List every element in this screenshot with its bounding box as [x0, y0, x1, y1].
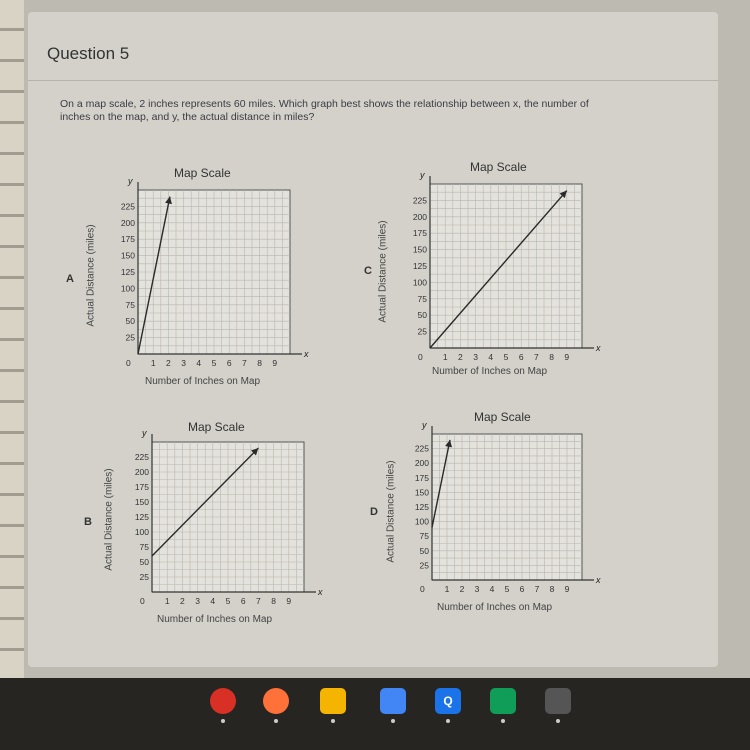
y-tick-label: 75: [417, 293, 427, 304]
chart-xlabel-d: Number of Inches on Map: [437, 602, 553, 613]
y-tick-label: 175: [120, 234, 135, 245]
y-tick-label: 200: [412, 211, 427, 222]
y-tick-label: 150: [412, 244, 427, 255]
x-tick-label: 3: [473, 352, 478, 362]
chart-xlabel-c: Number of Inches on Map: [432, 366, 548, 377]
y-tick-label: 225: [134, 452, 149, 462]
chart-ylabel-b: Actual Distance (miles): [103, 468, 115, 571]
x-tick-label: 5: [211, 358, 217, 368]
y-tick-label: 75: [139, 542, 149, 552]
x-tick-label: 2: [458, 352, 463, 362]
search-app-icon[interactable]: Q: [435, 688, 461, 714]
x-tick-label: 7: [534, 352, 539, 362]
x-tick-label: 6: [519, 584, 525, 594]
y-tick-label: 175: [412, 228, 427, 239]
taskbar-running-indicator: [331, 719, 335, 723]
taskbar-running-indicator: [501, 719, 505, 723]
origin-label-b: 0: [140, 596, 145, 606]
x-tick-label: 5: [503, 352, 509, 362]
chart-xlabel-b: Number of Inches on Map: [157, 614, 273, 625]
x-tick-label: 8: [257, 358, 262, 368]
y-tick-label: 225: [120, 201, 135, 212]
y-tick-label: 75: [419, 531, 429, 542]
chart-xlabel-a: Number of Inches on Map: [145, 376, 261, 387]
x-tick-label: 3: [195, 596, 200, 606]
y-tick-label: 25: [419, 560, 429, 571]
y-tick-label: 25: [417, 326, 427, 337]
x-tick-label: 4: [210, 596, 216, 606]
question-title: Question 5: [47, 44, 130, 63]
x-tick-label: 1: [442, 352, 448, 362]
x-tick-label: 8: [549, 584, 555, 594]
y-tick-label: 50: [125, 316, 135, 327]
y-tick-label: 50: [139, 557, 149, 567]
y-tick-label: 225: [412, 195, 427, 206]
x-tick-label: 4: [488, 352, 494, 362]
y-tick-label: 175: [134, 482, 149, 492]
x-tick-label: 2: [166, 358, 171, 368]
x-tick-label: 9: [564, 584, 570, 594]
x-tick-label: 2: [459, 584, 465, 594]
chart-title-d: Map Scale: [474, 410, 531, 424]
x-tick-label: 7: [242, 358, 247, 368]
chart-a[interactable]: [108, 178, 308, 376]
firefox-icon[interactable]: [263, 688, 289, 714]
chrome-icon[interactable]: [210, 688, 236, 714]
x-tick-label: 5: [504, 584, 510, 594]
x-tick-label: 9: [272, 358, 278, 368]
x-tick-label: 7: [534, 584, 540, 594]
chart-ylabel-d: Actual Distance (miles): [385, 460, 397, 563]
y-tick-label: 200: [120, 217, 135, 228]
y-tick-label: 150: [120, 250, 135, 261]
y-axis-var-b: y: [142, 428, 147, 438]
y-tick-label: 100: [412, 277, 427, 288]
window-blind-background: [0, 0, 24, 678]
origin-label-d: 0: [420, 584, 425, 594]
chart-title-c: Map Scale: [470, 160, 527, 174]
taskbar-running-indicator: [274, 719, 278, 723]
y-axis-var-c: y: [420, 170, 425, 180]
x-tick-label: 4: [489, 584, 495, 594]
docs-icon[interactable]: [380, 688, 406, 714]
x-tick-label: 5: [225, 596, 231, 606]
chart-title-a: Map Scale: [174, 166, 231, 180]
chart-d[interactable]: [402, 422, 602, 602]
option-label-d[interactable]: D: [370, 506, 378, 518]
y-tick-label: 25: [139, 572, 149, 582]
y-axis-var-a: y: [128, 176, 133, 186]
y-tick-label: 125: [414, 502, 429, 512]
taskbar-running-indicator: [556, 719, 560, 723]
taskbar: [0, 678, 750, 750]
x-axis-var-b: x: [318, 587, 323, 597]
y-tick-label: 200: [414, 458, 429, 469]
taskbar-running-indicator: [446, 719, 450, 723]
x-tick-label: 9: [564, 352, 570, 362]
option-label-c[interactable]: C: [364, 265, 372, 277]
x-tick-label: 3: [181, 358, 186, 368]
y-tick-label: 225: [414, 443, 429, 454]
x-tick-label: 1: [444, 584, 450, 594]
y-tick-label: 200: [134, 467, 149, 477]
x-tick-label: 1: [150, 358, 156, 368]
x-tick-label: 3: [474, 584, 480, 594]
x-tick-label: 9: [286, 596, 292, 606]
screencast-icon[interactable]: [545, 688, 571, 714]
chart-c[interactable]: [400, 172, 600, 366]
x-tick-label: 2: [180, 596, 185, 606]
title-divider: [28, 80, 718, 81]
y-tick-label: 125: [412, 261, 427, 271]
y-tick-label: 150: [414, 487, 429, 498]
x-tick-label: 1: [164, 596, 170, 606]
y-tick-label: 100: [134, 527, 149, 537]
origin-label-c: 0: [418, 352, 423, 362]
chart-b[interactable]: [122, 430, 322, 614]
x-tick-label: 6: [226, 358, 232, 368]
option-label-a[interactable]: A: [66, 273, 74, 285]
y-tick-label: 100: [414, 516, 429, 527]
y-tick-label: 150: [134, 497, 149, 507]
chart-ylabel-c: Actual Distance (miles): [377, 220, 389, 323]
x-tick-label: 6: [518, 352, 524, 362]
chart-ylabel-a: Actual Distance (miles): [85, 224, 97, 327]
taskbar-running-indicator: [221, 719, 225, 723]
y-tick-label: 100: [120, 283, 135, 294]
origin-label-a: 0: [126, 358, 131, 368]
drive-icon[interactable]: [490, 688, 516, 714]
option-label-b[interactable]: B: [84, 516, 92, 528]
y-tick-label: 125: [134, 512, 149, 522]
slides-icon[interactable]: [320, 688, 346, 714]
x-tick-label: 6: [240, 596, 246, 606]
y-tick-label: 125: [120, 267, 135, 277]
x-tick-label: 8: [271, 596, 276, 606]
y-tick-label: 50: [417, 310, 427, 321]
x-axis-var-d: x: [596, 575, 601, 585]
x-axis-var-c: x: [596, 343, 601, 353]
x-axis-var-a: x: [304, 349, 309, 359]
x-tick-label: 8: [549, 352, 554, 362]
question-prompt: On a map scale, 2 inches represents 60 miles. Which graph best shows the relationship between x, the number of inches on the map, and y, the actual distance in miles?: [60, 98, 589, 123]
chart-title-b: Map Scale: [188, 420, 245, 434]
y-tick-label: 50: [419, 545, 429, 556]
x-tick-label: 7: [256, 596, 261, 606]
y-tick-label: 175: [414, 472, 429, 483]
y-tick-label: 25: [125, 332, 135, 343]
x-tick-label: 4: [196, 358, 202, 368]
taskbar-running-indicator: [391, 719, 395, 723]
y-axis-var-d: y: [422, 420, 427, 430]
y-tick-label: 75: [125, 299, 135, 310]
